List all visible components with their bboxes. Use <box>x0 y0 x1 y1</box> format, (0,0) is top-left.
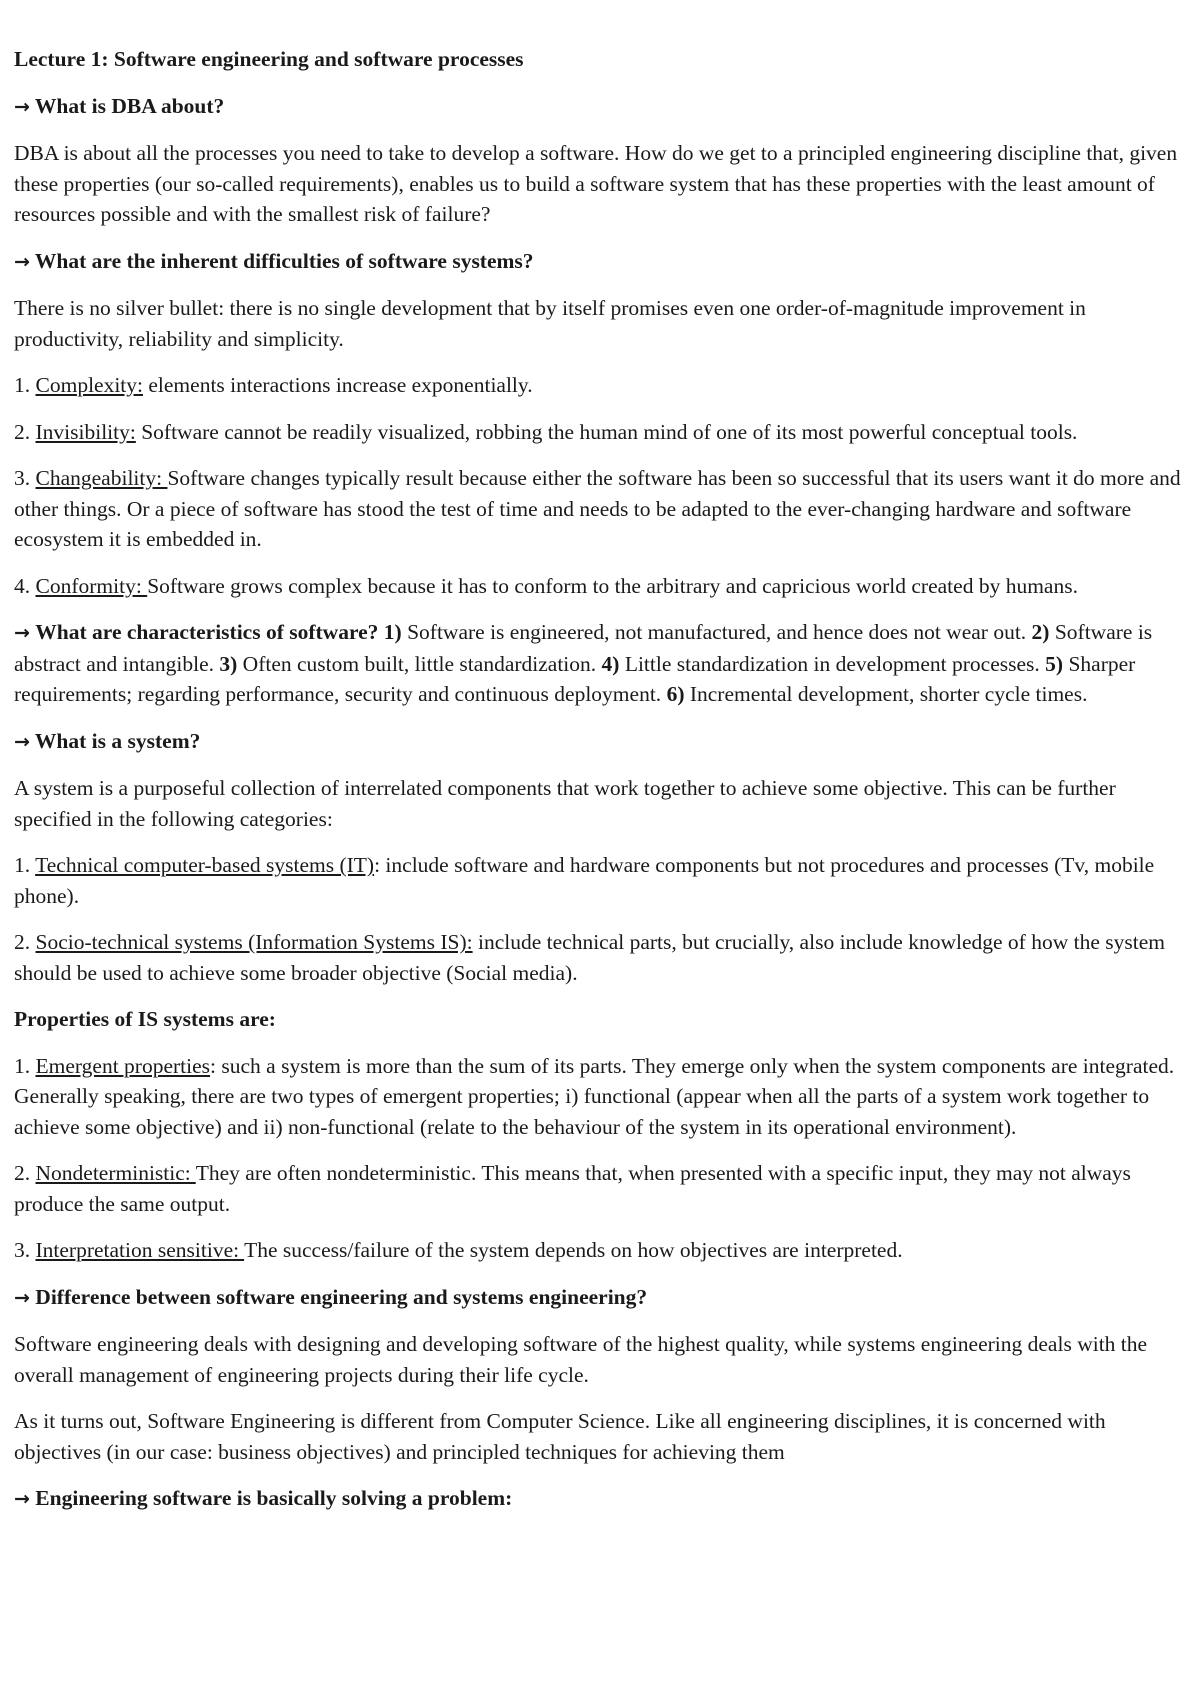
question-problem <box>14 1483 1192 1515</box>
item-text: Software grows complex because it has to conform to the arbitrary and capricious world created by humans. <box>147 573 1078 598</box>
property-item <box>14 1051 1192 1143</box>
paragraph-characteristics <box>14 617 1192 710</box>
arrow-icon: → <box>14 730 30 753</box>
item-text: : such a system is more than the sum of its parts. They emerge only when the system components are integrated. Generally speaking, there are two types of emergent properties; i) functional (appear when all the parts of a system work together to achieve some objective) and ii) non-functional (relate to the behaviour of the system in its operational environment). <box>14 1053 1175 1139</box>
item-term: Nondeterministic: <box>35 1161 196 1185</box>
item-term: Technical computer-based systems (IT) <box>35 853 375 877</box>
item-term: Changeability: <box>35 466 168 490</box>
arrow-icon: → <box>14 95 30 118</box>
paragraph-computer-science: As it turns out, Software Engineering is different from Computer Science. Like all engineering disciplines, it is concerned with objectives (in our case: business objectives) and principled techniques for achieving them <box>14 1409 1106 1464</box>
property-item <box>14 1235 1192 1266</box>
paragraph-difference: Software engineering deals with designing and developing software of the highest quality, while systems engineering deals with the overall management of engineering projects during their life cycle. <box>14 1332 1148 1387</box>
heading-properties: Properties of IS systems are: <box>14 1007 276 1031</box>
item-number: 2) <box>1031 620 1050 644</box>
question-system-text: What is a system? <box>34 728 201 753</box>
item-number: 1. <box>14 373 36 397</box>
property-item <box>14 1158 1192 1219</box>
item-text: Software is engineered, not manufactured, and hence does not wear out. <box>401 620 1032 644</box>
item-text: Software is abstract and intangible. <box>14 620 1153 676</box>
item-text: They are often nondeterministic. This means that, when presented with a specific input, they may not always produce the same output. <box>14 1161 1131 1216</box>
arrow-icon: → <box>14 1286 30 1309</box>
question-difference-text: Difference between software engineering and systems engineering? <box>35 1284 648 1309</box>
item-text: Software changes typically result because either the software has been so successful that its users want it do more and other things. Or a piece of software has stood the test of time and needs to be adapted to the ever-changing hardware and software ecosystem it is embedded in. <box>14 466 1181 551</box>
item-number: 1. <box>14 853 36 877</box>
item-text: Software cannot be readily visualized, robbing the human mind of one of its most powerful conceptual tools. <box>135 419 1078 444</box>
item-term: Interpretation sensitive: <box>35 1238 245 1262</box>
item-term: Conformity: <box>35 573 148 598</box>
arrow-icon: → <box>14 250 30 273</box>
item-text: Sharper requirements; regarding performance, security and continuous deployment. <box>14 651 1136 706</box>
item-term: Socio-technical systems (Information Systems IS): <box>35 930 473 954</box>
item-term: Complexity: <box>35 373 143 397</box>
question-characteristics-text: What are characteristics of software? <box>35 620 379 644</box>
item-number: 1) <box>383 620 402 644</box>
paragraph-system: A system is a purposeful collection of interrelated components that work together to achieve some objective. This can be further specified in the following categories: <box>14 776 1116 831</box>
item-text: The success/failure of the system depends on how objectives are interpreted. <box>244 1238 903 1262</box>
item-text: elements interactions increase exponentially. <box>143 373 533 397</box>
item-number: 2. <box>14 419 36 444</box>
difficulty-item <box>14 463 1192 555</box>
item-text: Little standardization in development processes. <box>619 651 1046 676</box>
question-difference <box>14 1282 1192 1314</box>
difficulty-item <box>14 370 1192 401</box>
paragraph-silver-bullet: There is no silver bullet: there is no single development that by itself promises even one order-of-magnitude improvement in productivity, reliability and simplicity. <box>14 296 1086 351</box>
arrow-icon: → <box>14 622 30 644</box>
lecture-title: Lecture 1: Software engineering and software processes <box>14 47 524 71</box>
question-difficulties-text: What are the inherent difficulties of software systems? <box>34 248 534 273</box>
document-page <box>14 44 1192 1531</box>
item-number: 6) <box>666 682 685 706</box>
question-system <box>14 726 1192 758</box>
item-text: include technical parts, but crucially, also include knowledge of how the system should be used to achieve some broader objective (Social media). <box>14 930 1165 985</box>
item-number: 1. <box>14 1053 36 1078</box>
paragraph-dba: DBA is about all the processes you need to take to develop a software. How do we get to a principled engineering discipline that, given these properties (our so-called requirements), enables us to build a software system that has these properties with the least amount of resources possible and with the smallest risk of failure? <box>14 141 1178 226</box>
difficulty-item <box>14 571 1192 602</box>
item-text: : include software and hardware components but not procedures and processes (Tv, mobile phone). <box>14 853 1155 908</box>
system-type-item <box>14 850 1192 911</box>
item-number: 3. <box>14 1238 36 1262</box>
item-term: Invisibility: <box>35 419 136 444</box>
question-dba-text: What is DBA about? <box>34 93 225 118</box>
item-text: Incremental development, shorter cycle times. <box>684 682 1088 706</box>
item-number: 3) <box>219 651 238 676</box>
item-number: 2. <box>14 1161 36 1185</box>
question-problem-text: Engineering software is basically solving a problem: <box>35 1486 513 1510</box>
item-number: 2. <box>14 930 36 954</box>
item-number: 5) <box>1045 651 1064 676</box>
item-text: Often custom built, little standardization. <box>237 651 602 676</box>
question-dba <box>14 91 1192 123</box>
question-difficulties <box>14 246 1192 278</box>
item-number: 3. <box>14 466 36 490</box>
item-number: 4. <box>14 573 36 598</box>
difficulty-item <box>14 417 1192 448</box>
arrow-icon: → <box>14 1488 30 1510</box>
item-term: Emergent properties <box>35 1053 211 1078</box>
system-type-item <box>14 927 1192 988</box>
item-number: 4) <box>601 651 620 676</box>
